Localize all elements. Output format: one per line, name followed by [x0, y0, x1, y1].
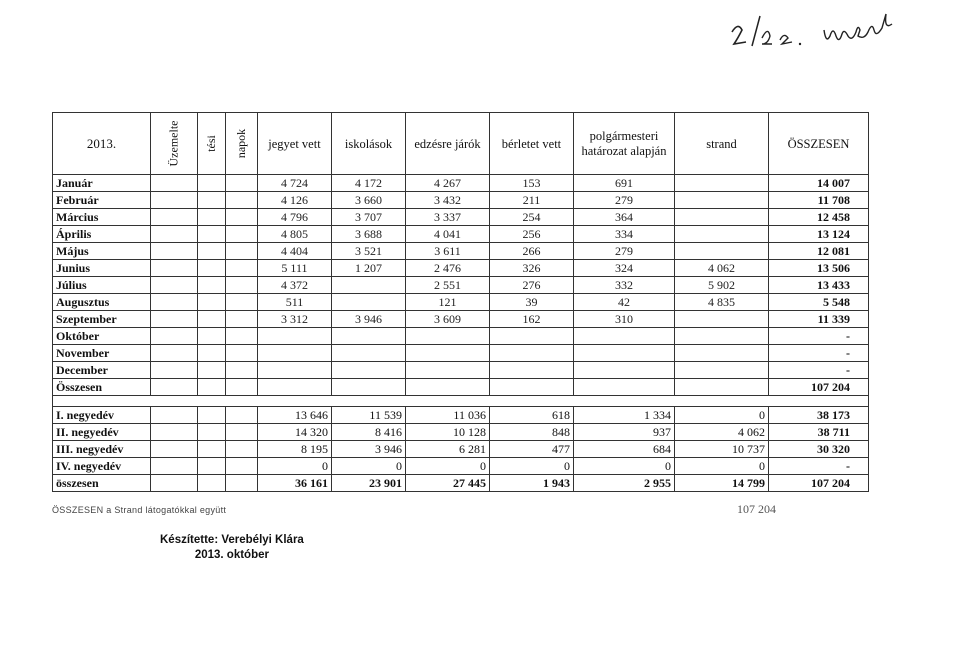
value-cell — [405, 362, 489, 379]
operating-days-cell — [151, 379, 198, 396]
value-cell — [674, 328, 768, 345]
value-cell — [674, 311, 768, 328]
operating-days-cell — [225, 424, 257, 441]
month-row — [53, 209, 869, 226]
operating-days-cell — [197, 226, 225, 243]
operating-days-cell — [225, 209, 257, 226]
value-cell: 4 724 — [257, 175, 331, 192]
footnote-value: 107 204 — [737, 502, 776, 516]
row-label: III. negyedév — [53, 441, 151, 458]
value-cell: 0 — [405, 458, 489, 475]
value-cell: 4 805 — [257, 226, 331, 243]
month-row — [53, 226, 869, 243]
value-cell: 14 320 — [257, 424, 331, 441]
prepared-by: Készítette: Verebélyi Klára — [160, 534, 304, 546]
row-label: Március — [53, 209, 151, 226]
month-row — [53, 243, 869, 260]
total-cell: 107 204 — [768, 475, 868, 492]
sum-row — [53, 475, 869, 492]
value-cell: 0 — [573, 458, 674, 475]
operating-days-cell — [225, 294, 257, 311]
operating-days-cell — [225, 311, 257, 328]
row-label: Február — [53, 192, 151, 209]
row-label: Május — [53, 243, 151, 260]
value-cell: 4 062 — [674, 424, 768, 441]
operating-days-cell — [225, 328, 257, 345]
operating-days-cell — [151, 441, 198, 458]
total-cell: 12 458 — [768, 209, 868, 226]
month-row — [53, 277, 869, 294]
value-cell: 13 646 — [257, 407, 331, 424]
operating-days-cell — [197, 243, 225, 260]
value-cell — [331, 345, 405, 362]
value-cell: 162 — [489, 311, 573, 328]
value-cell: 0 — [331, 458, 405, 475]
operating-days-cell — [197, 260, 225, 277]
value-cell: 27 445 — [405, 475, 489, 492]
value-cell — [331, 362, 405, 379]
col-strand-header: strand — [674, 113, 768, 175]
operating-days-cell — [197, 407, 225, 424]
quarter-row — [53, 458, 869, 475]
operating-days-cell — [197, 192, 225, 209]
month-row — [53, 311, 869, 328]
total-cell: 38 173 — [768, 407, 868, 424]
value-cell: 4 126 — [257, 192, 331, 209]
value-cell: 364 — [573, 209, 674, 226]
total-cell: 14 007 — [768, 175, 868, 192]
value-cell: 279 — [573, 192, 674, 209]
month-row — [53, 362, 869, 379]
value-cell: 266 — [489, 243, 573, 260]
value-cell: 4 372 — [257, 277, 331, 294]
row-label: II. negyedév — [53, 424, 151, 441]
value-cell — [573, 328, 674, 345]
operating-days-cell — [225, 362, 257, 379]
total-cell: - — [768, 345, 868, 362]
row-label: Augusztus — [53, 294, 151, 311]
value-cell — [674, 345, 768, 362]
footnote-label: ÖSSZESEN a Strand látogatókkal együtt — [52, 505, 227, 515]
total-cell: 38 711 — [768, 424, 868, 441]
value-cell: 3 946 — [331, 311, 405, 328]
value-cell — [573, 345, 674, 362]
value-cell: 310 — [573, 311, 674, 328]
total-cell: - — [768, 362, 868, 379]
month-row — [53, 345, 869, 362]
value-cell: 334 — [573, 226, 674, 243]
quarter-row — [53, 407, 869, 424]
month-row — [53, 379, 869, 396]
value-cell — [331, 379, 405, 396]
value-cell: 8 416 — [331, 424, 405, 441]
prepared-by-block — [160, 533, 304, 563]
row-label: Szeptember — [53, 311, 151, 328]
month-row — [53, 260, 869, 277]
total-cell: 13 124 — [768, 226, 868, 243]
value-cell: 324 — [573, 260, 674, 277]
value-cell: 326 — [489, 260, 573, 277]
value-cell: 256 — [489, 226, 573, 243]
value-cell: 3 521 — [331, 243, 405, 260]
value-cell — [405, 328, 489, 345]
value-cell — [405, 379, 489, 396]
value-cell: 3 707 — [331, 209, 405, 226]
statistics-table — [52, 112, 869, 492]
operating-days-cell — [197, 209, 225, 226]
value-cell — [674, 379, 768, 396]
operating-days-cell — [151, 260, 198, 277]
value-cell — [257, 328, 331, 345]
total-cell: 11 708 — [768, 192, 868, 209]
total-cell: - — [768, 458, 868, 475]
row-label: Január — [53, 175, 151, 192]
value-cell — [331, 328, 405, 345]
value-cell: 11 036 — [405, 407, 489, 424]
value-cell: 276 — [489, 277, 573, 294]
operating-days-cell — [225, 260, 257, 277]
operating-days-cell — [151, 243, 198, 260]
operating-days-cell — [151, 458, 198, 475]
operating-days-cell — [197, 277, 225, 294]
value-cell: 254 — [489, 209, 573, 226]
value-cell: 0 — [489, 458, 573, 475]
operating-days-cell — [225, 192, 257, 209]
value-cell: 937 — [573, 424, 674, 441]
row-label: Április — [53, 226, 151, 243]
quarter-row — [53, 424, 869, 441]
value-cell — [489, 328, 573, 345]
operating-days-cell — [225, 475, 257, 492]
operating-days-cell — [197, 362, 225, 379]
total-cell: 13 506 — [768, 260, 868, 277]
operating-days-cell — [225, 243, 257, 260]
operating-days-cell — [225, 277, 257, 294]
row-label: IV. negyedév — [53, 458, 151, 475]
total-cell: - — [768, 328, 868, 345]
operating-days-cell — [225, 345, 257, 362]
operating-days-header-3: napok — [225, 113, 257, 175]
total-cell: 13 433 — [768, 277, 868, 294]
total-cell: 5 548 — [768, 294, 868, 311]
operating-days-cell — [151, 407, 198, 424]
value-cell — [674, 192, 768, 209]
value-cell: 3 609 — [405, 311, 489, 328]
month-row — [53, 328, 869, 345]
value-cell: 332 — [573, 277, 674, 294]
month-row — [53, 294, 869, 311]
operating-days-cell — [197, 441, 225, 458]
row-label: Összesen — [53, 379, 151, 396]
operating-days-cell — [151, 424, 198, 441]
row-label: Junius — [53, 260, 151, 277]
value-cell: 2 551 — [405, 277, 489, 294]
operating-days-cell — [151, 209, 198, 226]
value-cell: 153 — [489, 175, 573, 192]
month-row — [53, 192, 869, 209]
value-cell: 1 334 — [573, 407, 674, 424]
value-cell: 4 404 — [257, 243, 331, 260]
operating-days-cell — [151, 311, 198, 328]
operating-days-cell — [225, 379, 257, 396]
operating-days-cell — [197, 175, 225, 192]
operating-days-cell — [151, 277, 198, 294]
value-cell: 477 — [489, 441, 573, 458]
value-cell — [674, 243, 768, 260]
value-cell: 11 539 — [331, 407, 405, 424]
value-cell — [489, 345, 573, 362]
value-cell: 8 195 — [257, 441, 331, 458]
value-cell: 511 — [257, 294, 331, 311]
value-cell: 0 — [674, 407, 768, 424]
row-label: összesen — [53, 475, 151, 492]
operating-days-header-2: tési — [197, 113, 225, 175]
value-cell: 3 611 — [405, 243, 489, 260]
row-label: December — [53, 362, 151, 379]
operating-days-cell — [151, 192, 198, 209]
value-cell: 279 — [573, 243, 674, 260]
operating-days-cell — [151, 345, 198, 362]
year-header: 2013. — [53, 113, 151, 175]
value-cell: 39 — [489, 294, 573, 311]
operating-days-cell — [151, 362, 198, 379]
operating-days-cell — [151, 226, 198, 243]
value-cell: 1 207 — [331, 260, 405, 277]
operating-days-cell — [151, 328, 198, 345]
value-cell: 14 799 — [674, 475, 768, 492]
col-total-header: ÖSSZESEN — [768, 113, 868, 175]
value-cell: 848 — [489, 424, 573, 441]
value-cell: 684 — [573, 441, 674, 458]
quarter-row — [53, 441, 869, 458]
value-cell: 5 111 — [257, 260, 331, 277]
value-cell: 211 — [489, 192, 573, 209]
col-students-header: iskolások — [331, 113, 405, 175]
value-cell: 3 688 — [331, 226, 405, 243]
value-cell — [674, 175, 768, 192]
col-mayor-header: polgármesteri határozat alapján — [573, 113, 674, 175]
value-cell: 4 267 — [405, 175, 489, 192]
value-cell: 10 128 — [405, 424, 489, 441]
value-cell — [405, 345, 489, 362]
value-cell — [674, 362, 768, 379]
operating-days-cell — [197, 475, 225, 492]
operating-days-cell — [151, 294, 198, 311]
value-cell: 121 — [405, 294, 489, 311]
operating-days-cell — [151, 175, 198, 192]
operating-days-cell — [197, 379, 225, 396]
operating-days-cell — [225, 458, 257, 475]
value-cell: 618 — [489, 407, 573, 424]
value-cell: 6 281 — [405, 441, 489, 458]
value-cell — [489, 379, 573, 396]
col-pass-header: bérletet vett — [489, 113, 573, 175]
operating-days-header-1: Üzemelte — [151, 113, 198, 175]
operating-days-cell — [197, 458, 225, 475]
value-cell: 3 337 — [405, 209, 489, 226]
value-cell: 36 161 — [257, 475, 331, 492]
col-ticket-header: jegyet vett — [257, 113, 331, 175]
value-cell: 42 — [573, 294, 674, 311]
total-cell: 30 320 — [768, 441, 868, 458]
value-cell — [573, 379, 674, 396]
value-cell — [331, 294, 405, 311]
value-cell: 3 432 — [405, 192, 489, 209]
operating-days-cell — [151, 475, 198, 492]
value-cell — [257, 379, 331, 396]
value-cell: 5 902 — [674, 277, 768, 294]
row-label: I. negyedév — [53, 407, 151, 424]
row-label: Július — [53, 277, 151, 294]
value-cell: 0 — [257, 458, 331, 475]
operating-days-cell — [197, 328, 225, 345]
value-cell — [573, 362, 674, 379]
value-cell: 4 062 — [674, 260, 768, 277]
col-training-header: edzésre járók — [405, 113, 489, 175]
row-label: Október — [53, 328, 151, 345]
value-cell: 2 476 — [405, 260, 489, 277]
value-cell: 3 312 — [257, 311, 331, 328]
value-cell: 3 946 — [331, 441, 405, 458]
operating-days-cell — [197, 311, 225, 328]
prepared-date: 2013. október — [194, 549, 269, 561]
operating-days-cell — [197, 294, 225, 311]
value-cell: 4 041 — [405, 226, 489, 243]
value-cell: 4 835 — [674, 294, 768, 311]
value-cell: 4 172 — [331, 175, 405, 192]
operating-days-cell — [225, 175, 257, 192]
total-cell: 12 081 — [768, 243, 868, 260]
value-cell — [331, 277, 405, 294]
total-cell: 11 339 — [768, 311, 868, 328]
value-cell: 1 943 — [489, 475, 573, 492]
operating-days-cell — [197, 424, 225, 441]
value-cell: 0 — [674, 458, 768, 475]
value-cell — [674, 209, 768, 226]
value-cell — [489, 362, 573, 379]
row-label: November — [53, 345, 151, 362]
value-cell: 691 — [573, 175, 674, 192]
value-cell: 4 796 — [257, 209, 331, 226]
month-row — [53, 175, 869, 192]
value-cell: 23 901 — [331, 475, 405, 492]
value-cell — [257, 362, 331, 379]
value-cell — [257, 345, 331, 362]
total-cell: 107 204 — [768, 379, 868, 396]
value-cell: 3 660 — [331, 192, 405, 209]
value-cell — [674, 226, 768, 243]
value-cell: 2 955 — [573, 475, 674, 492]
operating-days-cell — [225, 226, 257, 243]
operating-days-cell — [197, 345, 225, 362]
operating-days-cell — [225, 441, 257, 458]
operating-days-cell — [225, 407, 257, 424]
value-cell: 10 737 — [674, 441, 768, 458]
